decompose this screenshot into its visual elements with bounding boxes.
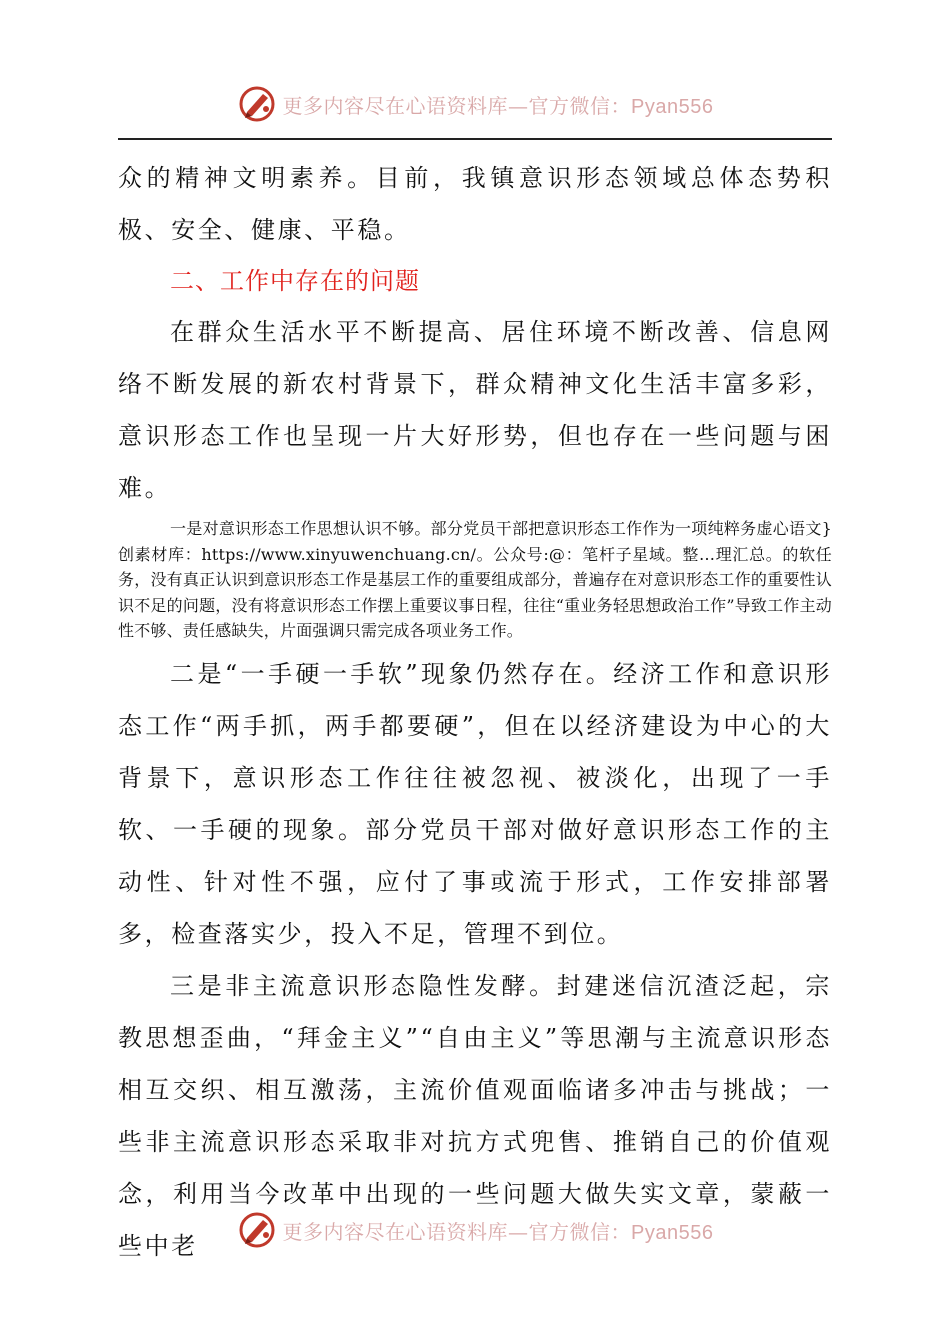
footer-banner <box>0 1208 950 1252</box>
paragraph-intro: 在群众生活水平不断提高、居住环境不断改善、信息网络不断发展的新农村背景下，群众精神文化生活丰富多彩，意识形态工作也呈现一片大好形势，但也存在一些问题与困难。 <box>118 318 832 502</box>
header-banner-label: 更多内容尽在心语资料库—官方微信： <box>282 93 632 118</box>
pen-logo-icon <box>237 84 277 124</box>
paragraph-point-three: 三是非主流意识形态隐性发酵。封建迷信沉渣泛起，宗教思想歪曲，“拜金主义”“自由主义”等思潮与主流意识形态相互交织、相互激荡，主流价值观面临诸多冲击与挑战；一些非主流意识形态采取非对抗方式兜售、推销自己的价值观念，利用当今改革中出现的一些问题大做失实文章，蒙蔽一些中老 <box>118 971 832 1260</box>
header-wechat-id: Pyan556 <box>631 95 714 118</box>
pen-logo-icon <box>237 1210 277 1250</box>
paragraph-point-one: 一是对意识形态工作思想认识不够。部分党员干部把意识形态工作作为一项纯粹务虚心语文}创素材库：https://www.xinyuwenchuang.cn/。公众号:@：笔杆子星域。整…理汇总。的软任务，没有真正认识到意识形态工作是基层工作的重要组成部分，普遍存在对意识形态工作的重要性认识不足的问题，没有将意识形态工作摆上重要议事日程，往往“重业务轻思想政治工作”导致工作主动性不够、责任感缺失，片面强调只需完成各项业务工作。 <box>118 519 832 640</box>
document-body <box>118 152 832 1272</box>
header-divider <box>118 138 832 140</box>
section-heading: 二、工作中存在的问题 <box>170 267 420 295</box>
footer-wechat-id: Pyan556 <box>631 1221 714 1244</box>
header-banner-text <box>283 90 714 119</box>
footer-banner-text <box>283 1216 714 1245</box>
header-banner <box>0 82 950 126</box>
paragraph-point-two: 二是“一手硬一手软”现象仍然存在。经济工作和意识形态工作“两手抓，两手都要硬”，但在以经济建设为中心的大背景下，意识形态工作往往被忽视、被淡化，出现了一手软、一手硬的现象。部分党员干部对做好意识形态工作的主动性、针对性不强，应付了事或流于形式，工作安排部署多，检查落实少，投入不足，管理不到位。 <box>118 659 832 948</box>
footer-banner-label: 更多内容尽在心语资料库—官方微信： <box>282 1219 632 1244</box>
paragraph-continued: 众的精神文明素养。目前，我镇意识形态领域总体态势积极、安全、健康、平稳。 <box>118 164 832 244</box>
